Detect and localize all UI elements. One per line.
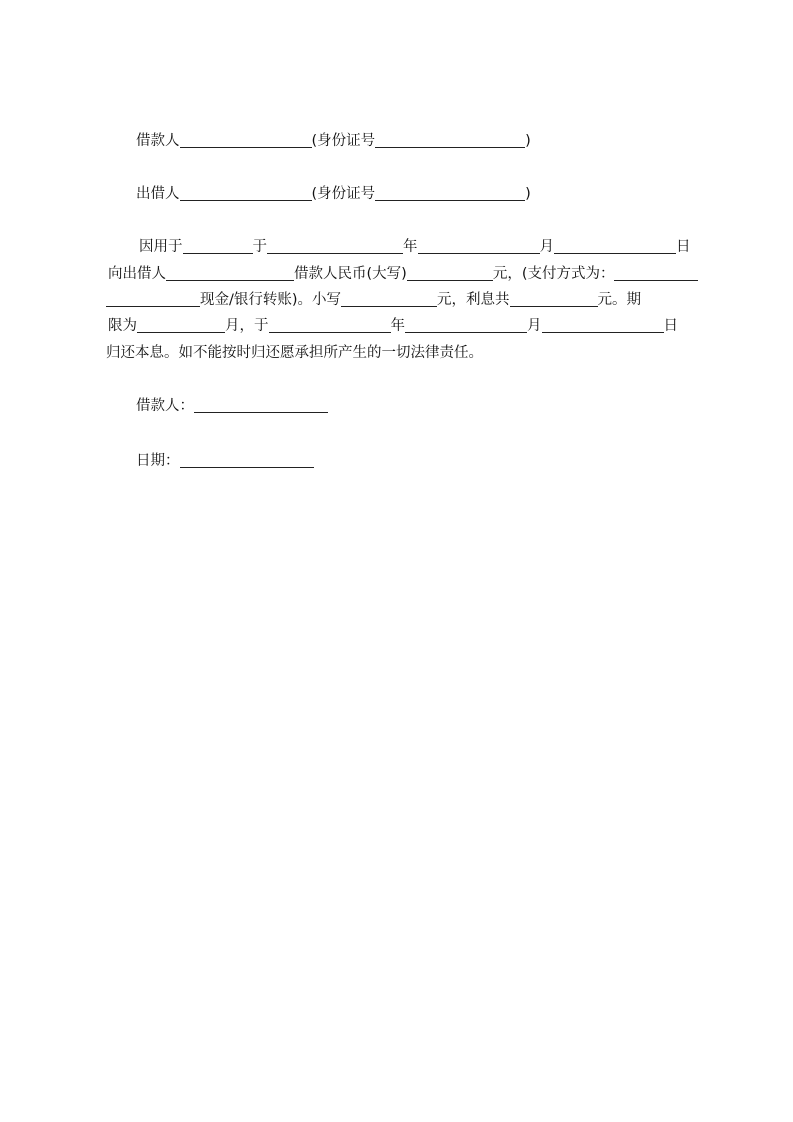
lender-label: 出借人 bbox=[136, 186, 180, 202]
body-line-2 bbox=[108, 264, 698, 284]
month-label: 月 bbox=[527, 318, 542, 334]
body-text: 因用于 bbox=[139, 239, 183, 255]
borrower-id-close: ) bbox=[525, 133, 531, 149]
purpose-blank[interactable] bbox=[183, 238, 253, 254]
body-text: 借款人民币(大写) bbox=[294, 266, 407, 282]
lender-id-close: ) bbox=[525, 186, 531, 202]
amount-uppercase-blank[interactable] bbox=[407, 265, 493, 281]
date-blank[interactable] bbox=[267, 238, 403, 254]
month-blank[interactable] bbox=[554, 238, 676, 254]
lender-id-open: (身份证号 bbox=[311, 186, 376, 202]
signature-borrower-label: 借款人： bbox=[136, 398, 194, 414]
interest-blank[interactable] bbox=[510, 291, 598, 307]
body-text: 月，于 bbox=[225, 318, 269, 334]
body-line-4 bbox=[108, 316, 678, 336]
year-label: 年 bbox=[403, 239, 418, 255]
signature-borrower-blank[interactable] bbox=[194, 397, 328, 413]
lender-line bbox=[136, 184, 531, 204]
body-text: 元，利息共 bbox=[437, 292, 510, 308]
month-label: 月 bbox=[539, 239, 554, 255]
year-label: 年 bbox=[390, 318, 405, 334]
body-text: 归还本息。如不能按时归还愿承担所产生的一切法律责任。 bbox=[106, 345, 483, 361]
body-line-5 bbox=[106, 343, 483, 363]
body-line-3 bbox=[106, 290, 641, 310]
term-months-blank[interactable] bbox=[137, 317, 225, 333]
signature-date-line bbox=[136, 451, 314, 471]
year-blank[interactable] bbox=[418, 238, 540, 254]
day-label: 日 bbox=[663, 318, 678, 334]
borrower-label: 借款人 bbox=[136, 133, 180, 149]
signature-date-label: 日期： bbox=[136, 453, 180, 469]
body-text: 向出借人 bbox=[108, 266, 166, 282]
payment-method-blank-cont[interactable] bbox=[106, 291, 200, 307]
signature-date-blank[interactable] bbox=[180, 452, 314, 468]
lender-name-blank[interactable] bbox=[180, 185, 312, 201]
body-text: 于 bbox=[252, 239, 267, 255]
repay-date-blank[interactable] bbox=[269, 317, 391, 333]
payment-method-blank[interactable] bbox=[614, 265, 698, 281]
body-text: 元，(支付方式为： bbox=[492, 266, 615, 282]
amount-lowercase-blank[interactable] bbox=[341, 291, 437, 307]
day-label: 日 bbox=[676, 239, 691, 255]
lender-id-blank[interactable] bbox=[375, 185, 525, 201]
borrower-id-open: (身份证号 bbox=[311, 133, 376, 149]
signature-borrower-line bbox=[136, 396, 328, 416]
body-text: 现金/银行转账)。小写 bbox=[200, 292, 342, 308]
body-text: 元。期 bbox=[597, 292, 642, 308]
borrower-name-blank[interactable] bbox=[180, 132, 312, 148]
borrower-id-blank[interactable] bbox=[375, 132, 525, 148]
repay-month-blank[interactable] bbox=[542, 317, 664, 333]
body-line-1 bbox=[139, 237, 691, 257]
lender-blank[interactable] bbox=[166, 265, 294, 281]
body-text: 限为 bbox=[108, 318, 137, 334]
borrower-line bbox=[136, 131, 531, 151]
repay-year-blank[interactable] bbox=[405, 317, 527, 333]
